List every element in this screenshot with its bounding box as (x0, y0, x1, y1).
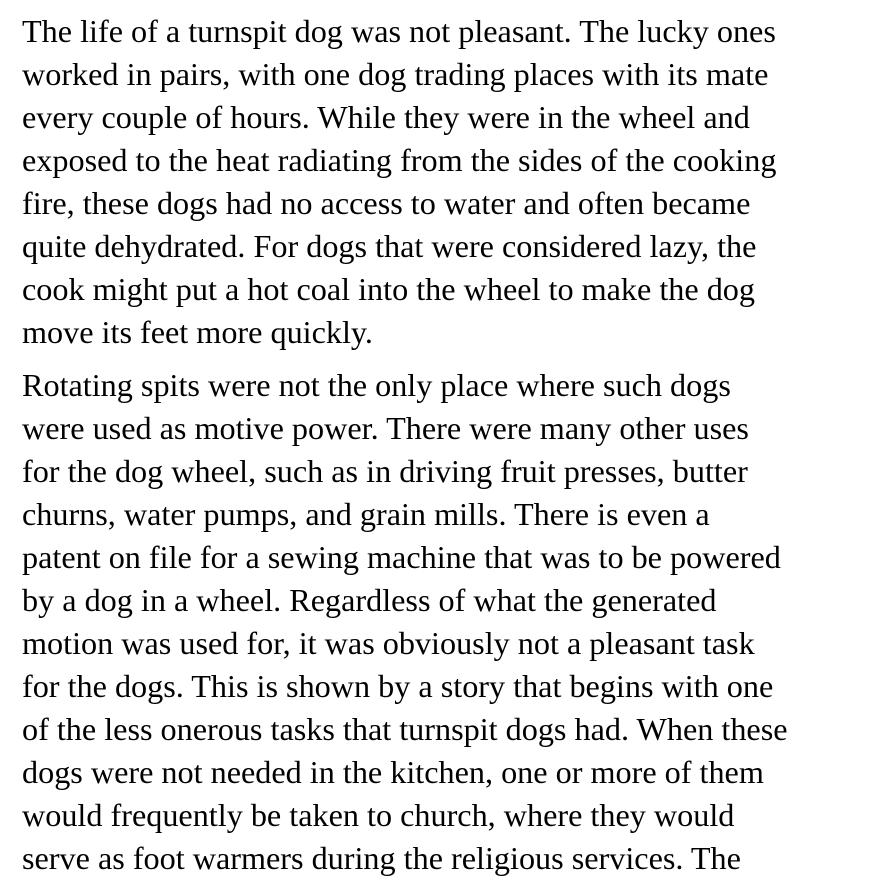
text-line: were used as motive power. There were many other uses (22, 410, 749, 446)
paragraph-spacer (22, 354, 888, 364)
text-line: worked in pairs, with one dog trading places with its mate (22, 56, 769, 92)
text-line: dogs were not needed in the kitchen, one or more of them (22, 754, 764, 790)
text-line: move its feet more quickly. (22, 314, 373, 350)
text-line: would frequently be taken to church, where they would (22, 797, 735, 833)
text-line: exposed to the heat radiating from the sides of the cooking (22, 142, 777, 178)
text-line: Rotating spits were not the only place where such dogs (22, 367, 731, 403)
text-line: by a dog in a wheel. Regardless of what the generated (22, 582, 717, 618)
text-line: patent on file for a sewing machine that was to be powered (22, 539, 781, 575)
text-line: churns, water pumps, and grain mills. There is even a (22, 496, 710, 532)
text-line: The life of a turnspit dog was not pleasant. The lucky ones (22, 13, 776, 49)
text-line: quite dehydrated. For dogs that were considered lazy, the (22, 228, 757, 264)
document-page (22, 10, 888, 880)
paragraph-2 (22, 364, 888, 880)
paragraph-1 (22, 10, 888, 354)
text-line: motion was used for, it was obviously not a pleasant task (22, 625, 755, 661)
text-line: cook might put a hot coal into the wheel to make the dog (22, 271, 755, 307)
text-line: for the dogs. This is shown by a story that begins with one (22, 668, 774, 704)
text-line: of the less onerous tasks that turnspit dogs had. When these (22, 711, 788, 747)
text-line: serve as foot warmers during the religious services. The (22, 840, 741, 876)
text-line: for the dog wheel, such as in driving fruit presses, butter (22, 453, 748, 489)
text-line: every couple of hours. While they were in the wheel and (22, 99, 750, 135)
text-line: fire, these dogs had no access to water and often became (22, 185, 751, 221)
